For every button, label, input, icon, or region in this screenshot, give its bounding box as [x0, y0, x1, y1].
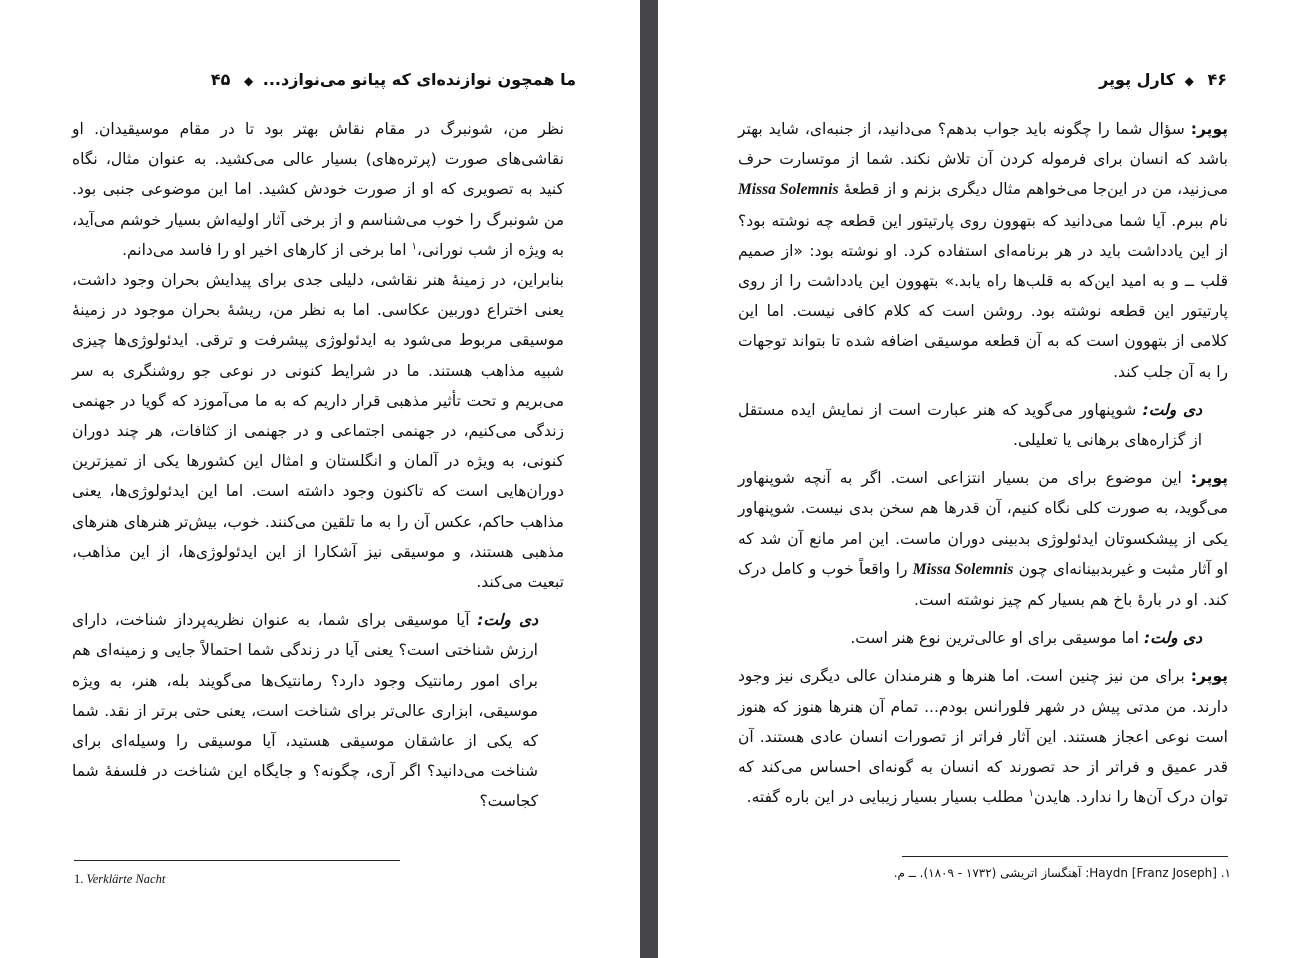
ornament-diamond: ◆ — [1184, 74, 1194, 88]
paragraph-text: نام ببرم. آیا شما می‌دانید که بتهوون روی پارتیتور این قطعه چه نوشته بود؟ از این یادداشت باید در هر برنامه‌ای استفاده کرد. او نوشته بود: «از صمیم قلب ــ و به امید این‌که به قلب‌ها راه یابد.» بتهوون این یادداشت را از روی پارتیتور این قطعه نوشته بود. روشن است که کلام کافی نیست. اما این کلامی از بتهوون است که به آن قطعه موسیقی اضافه شده تا بتواند توجهات را به آن جلب کند. — [738, 211, 1228, 381]
paragraph-text: اما برخی از کارهای اخیر او را فاسد می‌دانم. — [122, 240, 407, 259]
footnote-text: ۱. Haydn [Franz Joseph]: آهنگساز اتریشی (۱۷۳۲ - ۱۸۰۹). ــ م. — [893, 866, 1231, 880]
paragraph-text: را واقعاً خوب و کامل درک کند. او در بارهٔ باخ هم بسیار کم چیز نوشته است. — [738, 559, 1228, 610]
page-number: ۴۶ — [1207, 70, 1227, 89]
paragraph-text: این موضوع برای من بسیار انتزاعی است. اگر به آنچه شوپنهاور می‌گوید، به صورت کلی نگاه کنیم، آن قدرها هم سخن بدی نیست. شوپنهاور یکی از پیشکسوتان ایدئولوژی بدبینی دوران ماست. این امر مانع آن شد که او آثار مثبت و غیربدبینانه‌ای چون — [738, 469, 1229, 578]
latin-title: Missa Solemnis — [738, 181, 839, 199]
popper-paragraph — [738, 661, 1228, 812]
footnote-marker: ۱ — [411, 240, 417, 252]
speaker-label: پوپر: — [1190, 120, 1228, 138]
popper-paragraph — [738, 114, 1228, 387]
paragraph-text: سؤال شما را چگونه باید جواب بدهم؟ می‌دانید، از جنبه‌ای، شاید بهتر باشد که انسان برای فرموله کردن آن تلاش نکند. شما از موتسارت حرف می‌زنید، من در این‌جا می‌خواهم مثال دیگری بزنم و از قطعهٔ — [738, 120, 1228, 199]
speaker-label: پوپر: — [1190, 667, 1228, 686]
paragraph-text: مطلب بسیار بسیار زیبایی در این باره گفته. — [746, 788, 1024, 807]
footnote-marker: ۱ — [1028, 788, 1034, 800]
footnote-number: 1. — [74, 872, 84, 886]
paragraph — [72, 114, 564, 265]
book-gutter — [640, 0, 658, 958]
footnote-rule — [902, 856, 1228, 857]
dialogue-text: اما موسیقی برای او عالی‌ترین نوع هنر است. — [850, 629, 1139, 648]
latin-title: Missa Solemnis — [912, 560, 1014, 578]
dialogue-text: آیا موسیقی برای شما، به عنوان نظریه‌پرداز شناخت، دارای ارزش شناختی است؟ یعنی آیا در زندگی شما احتمالاً جایی و زمینه‌ای هم برای امور رمانتیک وجود دارد؟ رمانتیک‌ها می‌گویند بله، هنر، به ویژه موسیقی، ابزاری عالی‌تر برای شناخت است، یعنی حتی برتر از نقد. شما که یکی از عاشقان موسیقی هستید، آیا موسیقی را وسیله‌ای برای شناخت می‌دانید؟ اگر آری، چگونه؟ و جایگاه این شناخت در فلسفهٔ شما کجاست؟ — [72, 611, 538, 811]
speaker-label: دی ولت: — [477, 611, 538, 630]
footnote-rule — [74, 860, 400, 861]
footnote-text: Verklärte Nacht — [86, 872, 166, 886]
left-page — [0, 0, 640, 958]
running-title: ما همچون نوازنده‌ای که پیانو می‌نوازد... — [262, 70, 576, 89]
dialogue-block — [72, 605, 564, 816]
dialogue-text: شوپنهاور می‌گوید که هنر عبارت است از نمایش ایده مستقل از گزاره‌های برهانی یا تعلیلی. — [738, 400, 1202, 450]
running-title: کارل پوپر — [1099, 70, 1176, 89]
page-number: ۴۵ — [210, 70, 231, 89]
dialogue-block — [738, 623, 1228, 653]
right-page — [658, 0, 1301, 958]
footnote — [858, 866, 1231, 880]
paragraph: بنابراین، در زمینهٔ هنر نقاشی، دلیلی جدی برای پیدایش بحران وجود داشت، یعنی اختراع دوربین عکاسی. اما به نظر من، ریشهٔ بحران موجود در زمینهٔ موسیقی مربوط می‌شود به ایدئولوژی پیشرفت و ترقی. ایدئولوژی‌ها چیزی شبیه مذاهب هستند. ما در شرایط کنونی در نوعی جو روشنگری به سر می‌بریم و تحت تأثیر مذهبی قرار داریم که به ما می‌آموزد که گویا در جهنمی زندگی می‌کنیم، در جهنمی اجتماعی و در جهنمی از کثافات، هر چند دوران کنونی، به ویژه در آلمان و انگلستان و امثال این کشورها یکی از تمیزترین دوران‌هایی است که تاکنون وجود داشته است. اما این ایدئولوژی‌ها، یعنی مذاهب حاکم، عکس آن را به ما تلقین می‌کنند. خوب، بیش‌تر هنرهای هنرهای مذهبی هستند، و موسیقی نیز آشکارا از این ایدئولوژی‌ها، از این مذاهب، تبعیت می‌کند. — [72, 271, 564, 592]
dialogue-block — [738, 395, 1228, 455]
paragraph-text: برای من نیز چنین است. اما هنرها و هنرمندان عالی دیگری نیز وجود دارند. من مدتی پیش در شهر فلورانس بودم... تمام آن هنرها هنوز که هنوز است نوعی اعجاز هستند. این آثار فراتر از تصورات انسان عادی هستند. آن قدر عمیق و فراتر از حد تصورند که انسان به گونه‌ای احساس می‌کند که توان درک آن‌ها را ندارد. هایدن — [738, 667, 1228, 807]
paragraph-text: نظر من، شونبرگ در مقام نقاش بهتر بود تا در مقام موسیقیدان. او نقاشی‌های صورت (پرتره‌های) بسیار عالی می‌کشید. به عنوان مثال، نگاه کنید به تصویری که او از صورت خودش کشید. اما این موضوعی جنبی بود. من شونبرگ را خوب می‌شناسم و از برخی آثار اولیه‌اش بسیار خوشم می‌آید، به ویژه از شب نورانی، — [72, 120, 564, 259]
right-running-header — [718, 70, 1231, 96]
speaker-label: پوپر: — [1190, 469, 1228, 488]
footnote — [74, 872, 165, 887]
right-body — [738, 114, 1228, 812]
left-running-header — [64, 70, 576, 96]
speaker-label: دی ولت: — [1143, 629, 1202, 648]
popper-paragraph — [738, 463, 1228, 615]
speaker-label: دی ولت: — [1142, 400, 1202, 419]
left-body — [72, 114, 564, 817]
ornament-diamond: ◆ — [243, 74, 254, 88]
